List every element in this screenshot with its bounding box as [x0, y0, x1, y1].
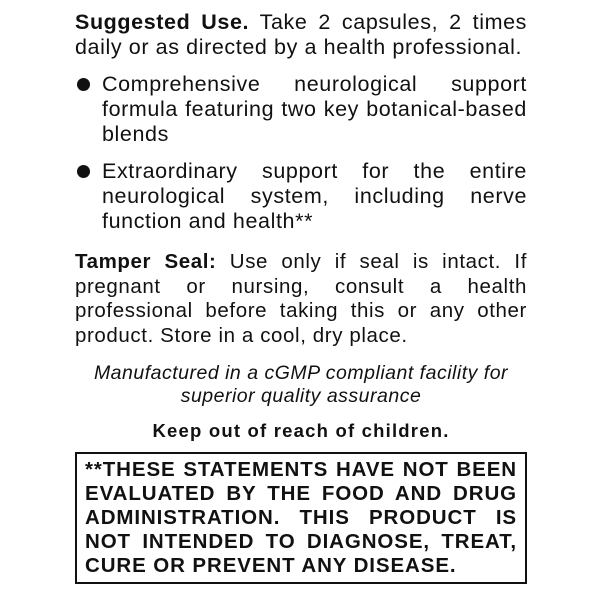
bullet-dot-icon: [77, 78, 90, 91]
benefit-text: Extraordinary support for the entire neurological system, including nerve function and health**: [102, 159, 527, 233]
supplement-label-panel: [75, 10, 527, 584]
suggested-use-paragraph: [75, 10, 527, 60]
disclaimer-line: ADMINISTRATION. THIS PRODUCT IS: [85, 506, 517, 529]
keep-out-warning: Keep out of reach of children.: [152, 420, 450, 441]
fda-disclaimer-box: [75, 452, 527, 584]
disclaimer-line: **THESE STATEMENTS HAVE NOT BEEN: [85, 458, 517, 481]
suggested-use-heading: Suggested Use.: [75, 10, 250, 34]
list-item: [75, 159, 527, 234]
disclaimer-line: EVALUATED BY THE FOOD AND DRUG: [85, 482, 517, 505]
manufactured-note: Manufactured in a cGMP compliant facility for superior quality assurance: [93, 362, 509, 407]
tamper-seal-heading: Tamper Seal:: [75, 250, 217, 273]
list-item: [75, 72, 527, 147]
disclaimer-line: NOT INTENDED TO DIAGNOSE, TREAT,: [85, 530, 517, 553]
benefits-list: [75, 72, 527, 234]
bullet-dot-icon: [77, 165, 90, 178]
tamper-seal-paragraph: [75, 250, 527, 348]
benefit-text: Comprehensive neurological support formula featuring two key botanical-based blends: [102, 72, 527, 146]
tamper-seal-text: Use only if seal is intact. If pregnant or nursing, consult a health professional before taking this or any other product. Store in a cool, dry place.: [75, 250, 527, 347]
suggested-use-text: Take 2 capsules, 2 times daily or as directed by a health professional.: [75, 10, 527, 59]
disclaimer-line: CURE OR PREVENT ANY DISEASE.: [85, 554, 457, 577]
